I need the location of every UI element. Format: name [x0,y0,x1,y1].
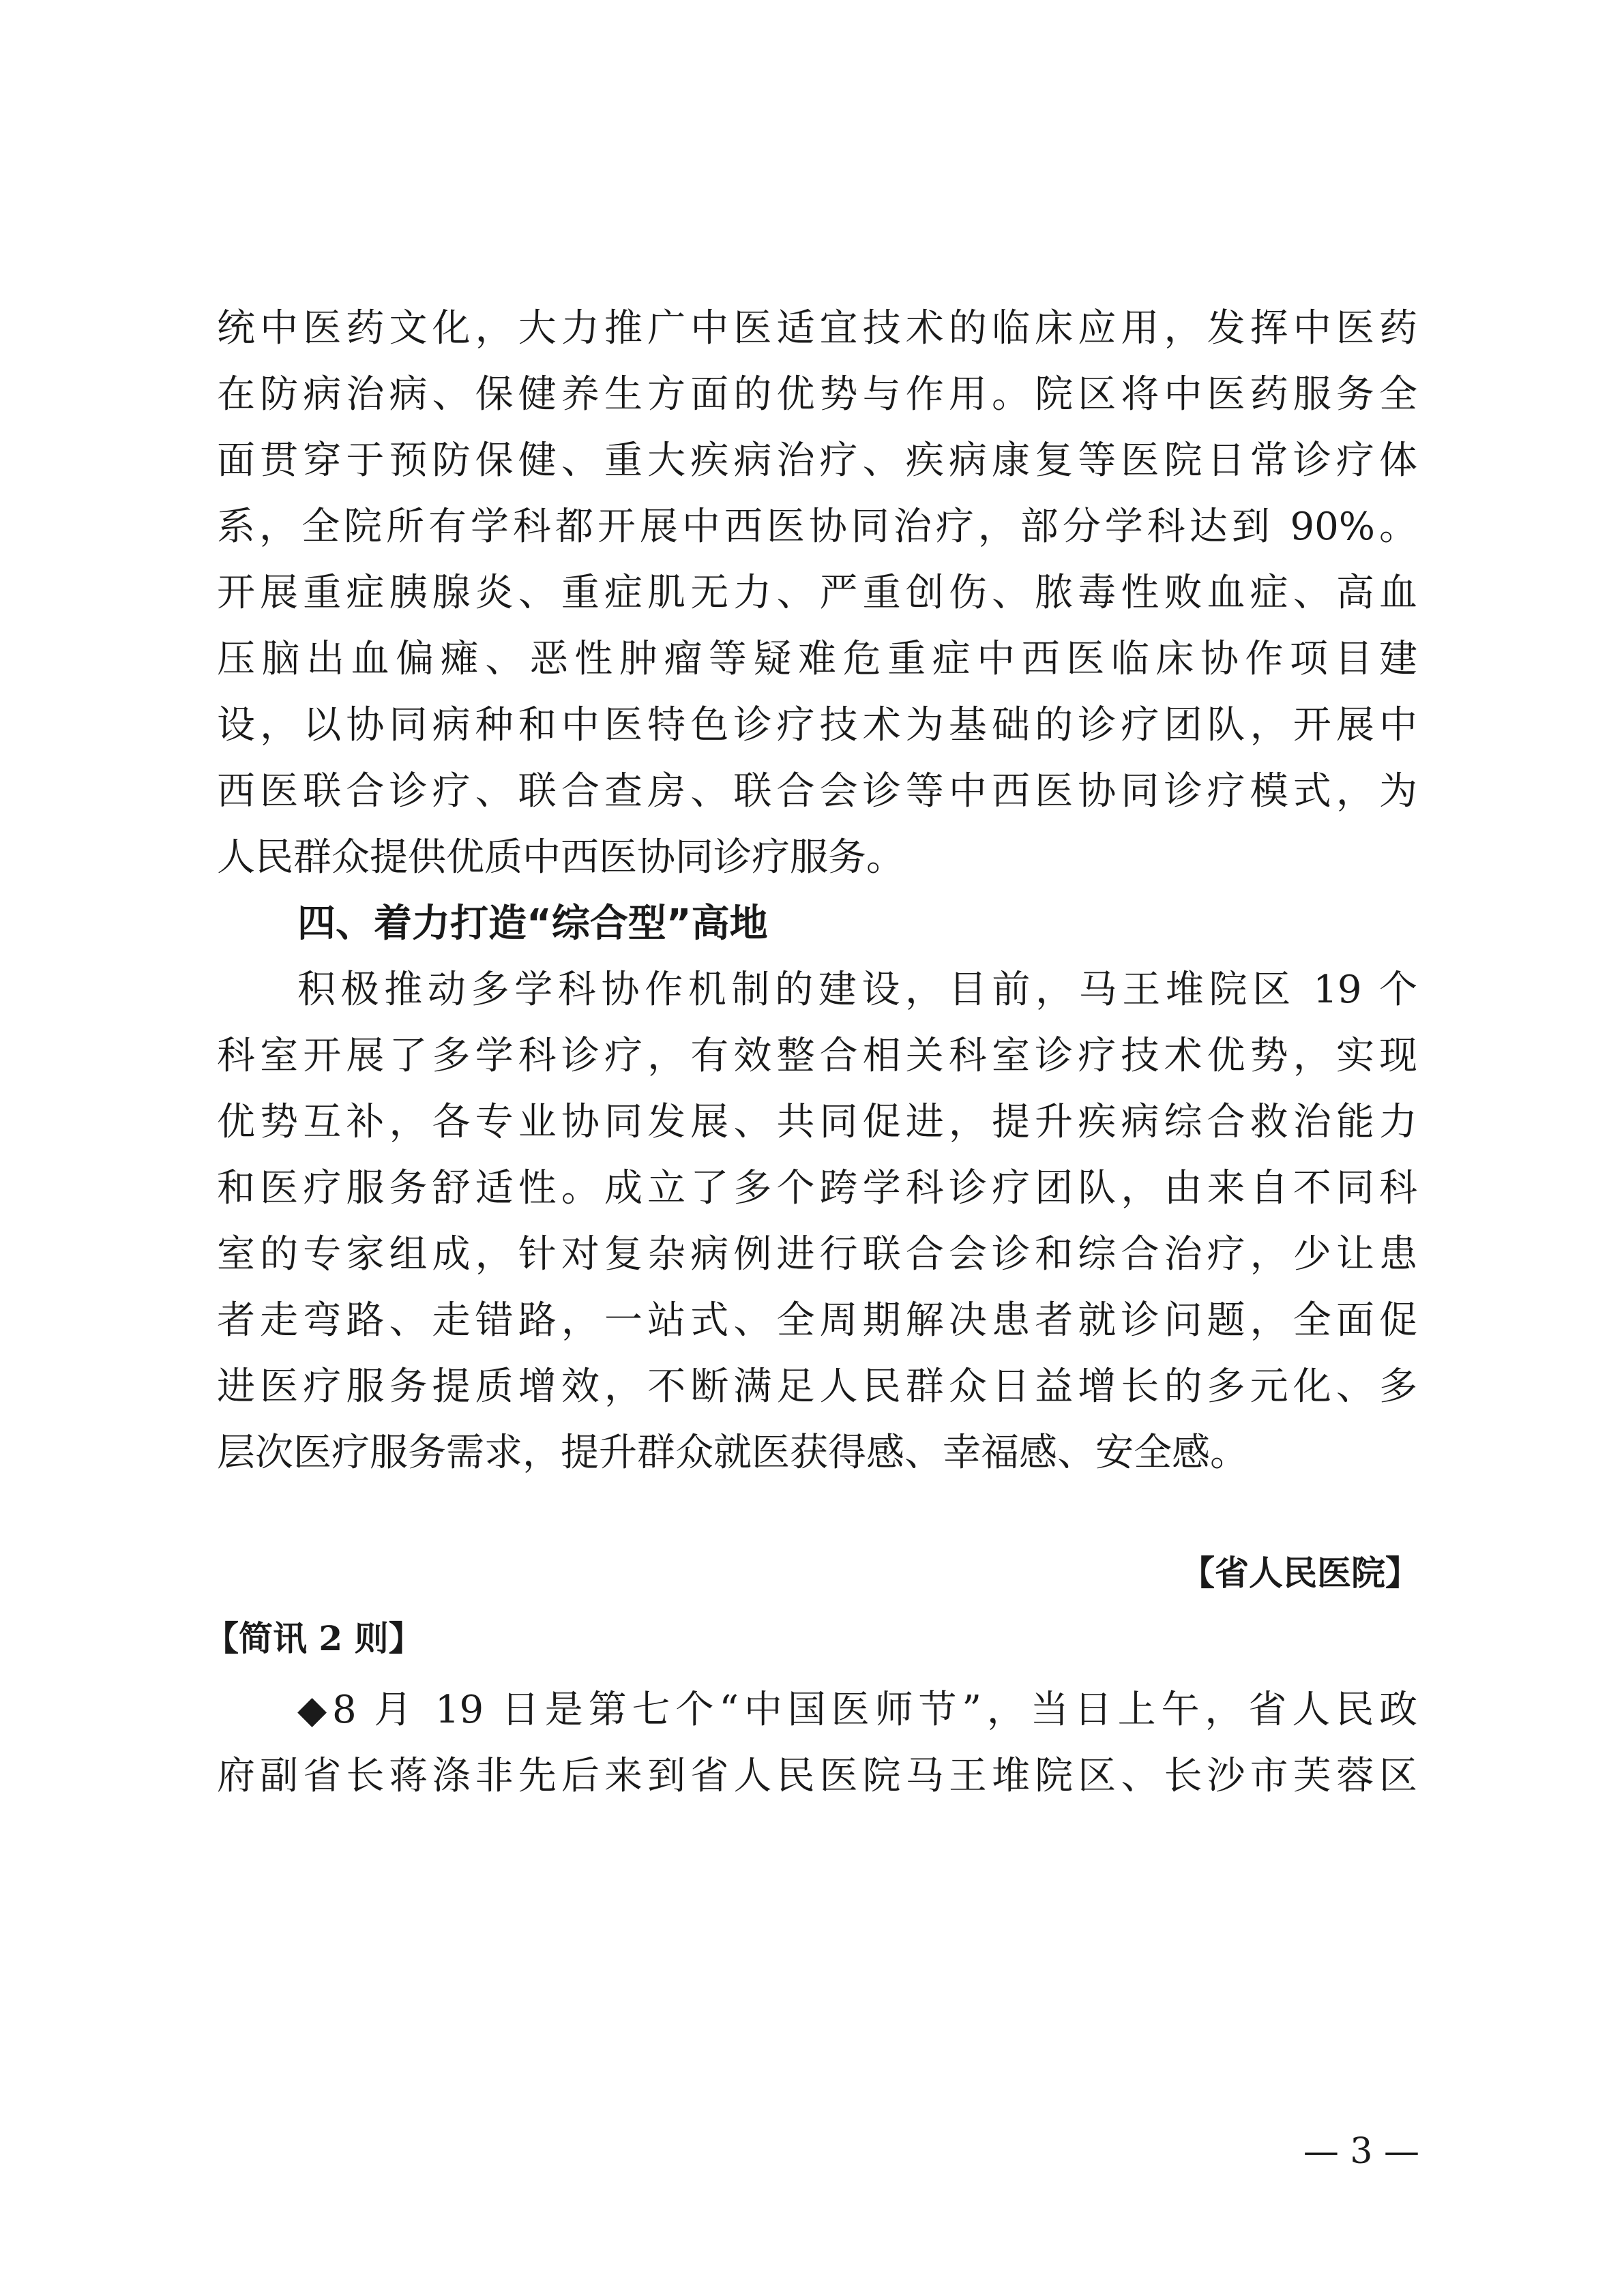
brief-heading: 【简讯 2 则】 [205,1618,423,1658]
source-label: 【省人民医院】 [1181,1553,1419,1593]
paragraph-1-line-1: 统中医药文化，大力推广中医适宜技术的临床应用，发挥中医药 [217,306,1417,351]
paragraph-3-line-1: ◆8 月 19 日是第七个“中国医师节”，当日上午，省人民政 [297,1688,1417,1732]
paragraph-2-line-6: 者走弯路、走错路，一站式、全周期解决患者就诊问题，全面促 [217,1298,1417,1343]
page-number: — 3 — [1303,2131,1419,2172]
paragraph-1-line-9: 人民群众提供优质中西医协同诊疗服务。 [217,835,904,880]
paragraph-1-line-6: 压脑出血偏瘫、恶性肿瘤等疑难危重症中西医临床协作项目建 [217,637,1417,681]
paragraph-2-line-7: 进医疗服务提质增效，不断满足人民群众日益增长的多元化、多 [217,1365,1417,1409]
paragraph-1-line-7: 设，以协同病种和中医特色诊疗技术为基础的诊疗团队，开展中 [217,703,1417,747]
paragraph-2-line-8: 层次医疗服务需求，提升群众就医获得感、幸福感、安全感。 [217,1431,1248,1475]
paragraph-1-line-5: 开展重症胰腺炎、重症肌无力、严重创伤、脓毒性败血症、高血 [217,571,1417,615]
paragraph-1-line-8: 西医联合诊疗、联合查房、联合会诊等中西医协同诊疗模式，为 [217,769,1417,814]
paragraph-2-line-5: 室的专家组成，针对复杂病例进行联合会诊和综合治疗，少让患 [217,1232,1417,1277]
paragraph-1-line-4: 系，全院所有学科都开展中西医协同治疗，部分学科达到 90%。 [217,505,1417,549]
paragraph-2-line-1: 积极推动多学科协作机制的建设，目前，马王堆院区 19 个 [297,968,1417,1012]
paragraph-1-line-3: 面贯穿于预防保健、重大疾病治疗、疾病康复等医院日常诊疗体 [217,438,1417,483]
paragraph-1-line-2: 在防病治病、保健养生方面的优势与作用。院区将中医药服务全 [217,372,1417,417]
paragraph-2-line-4: 和医疗服务舒适性。成立了多个跨学科诊疗团队，由来自不同科 [217,1166,1417,1210]
paragraph-2-line-3: 优势互补，各专业协同发展、共同促进，提升疾病综合救治能力 [217,1100,1417,1144]
paragraph-2-line-2: 科室开展了多学科诊疗，有效整合相关科室诊疗技术优势，实现 [217,1034,1417,1078]
section-heading: 四、着力打造“综合型”高地 [297,901,768,946]
paragraph-3-line-2: 府副省长蒋涤非先后来到省人民医院马王堆院区、长沙市芙蓉区 [217,1754,1417,1798]
